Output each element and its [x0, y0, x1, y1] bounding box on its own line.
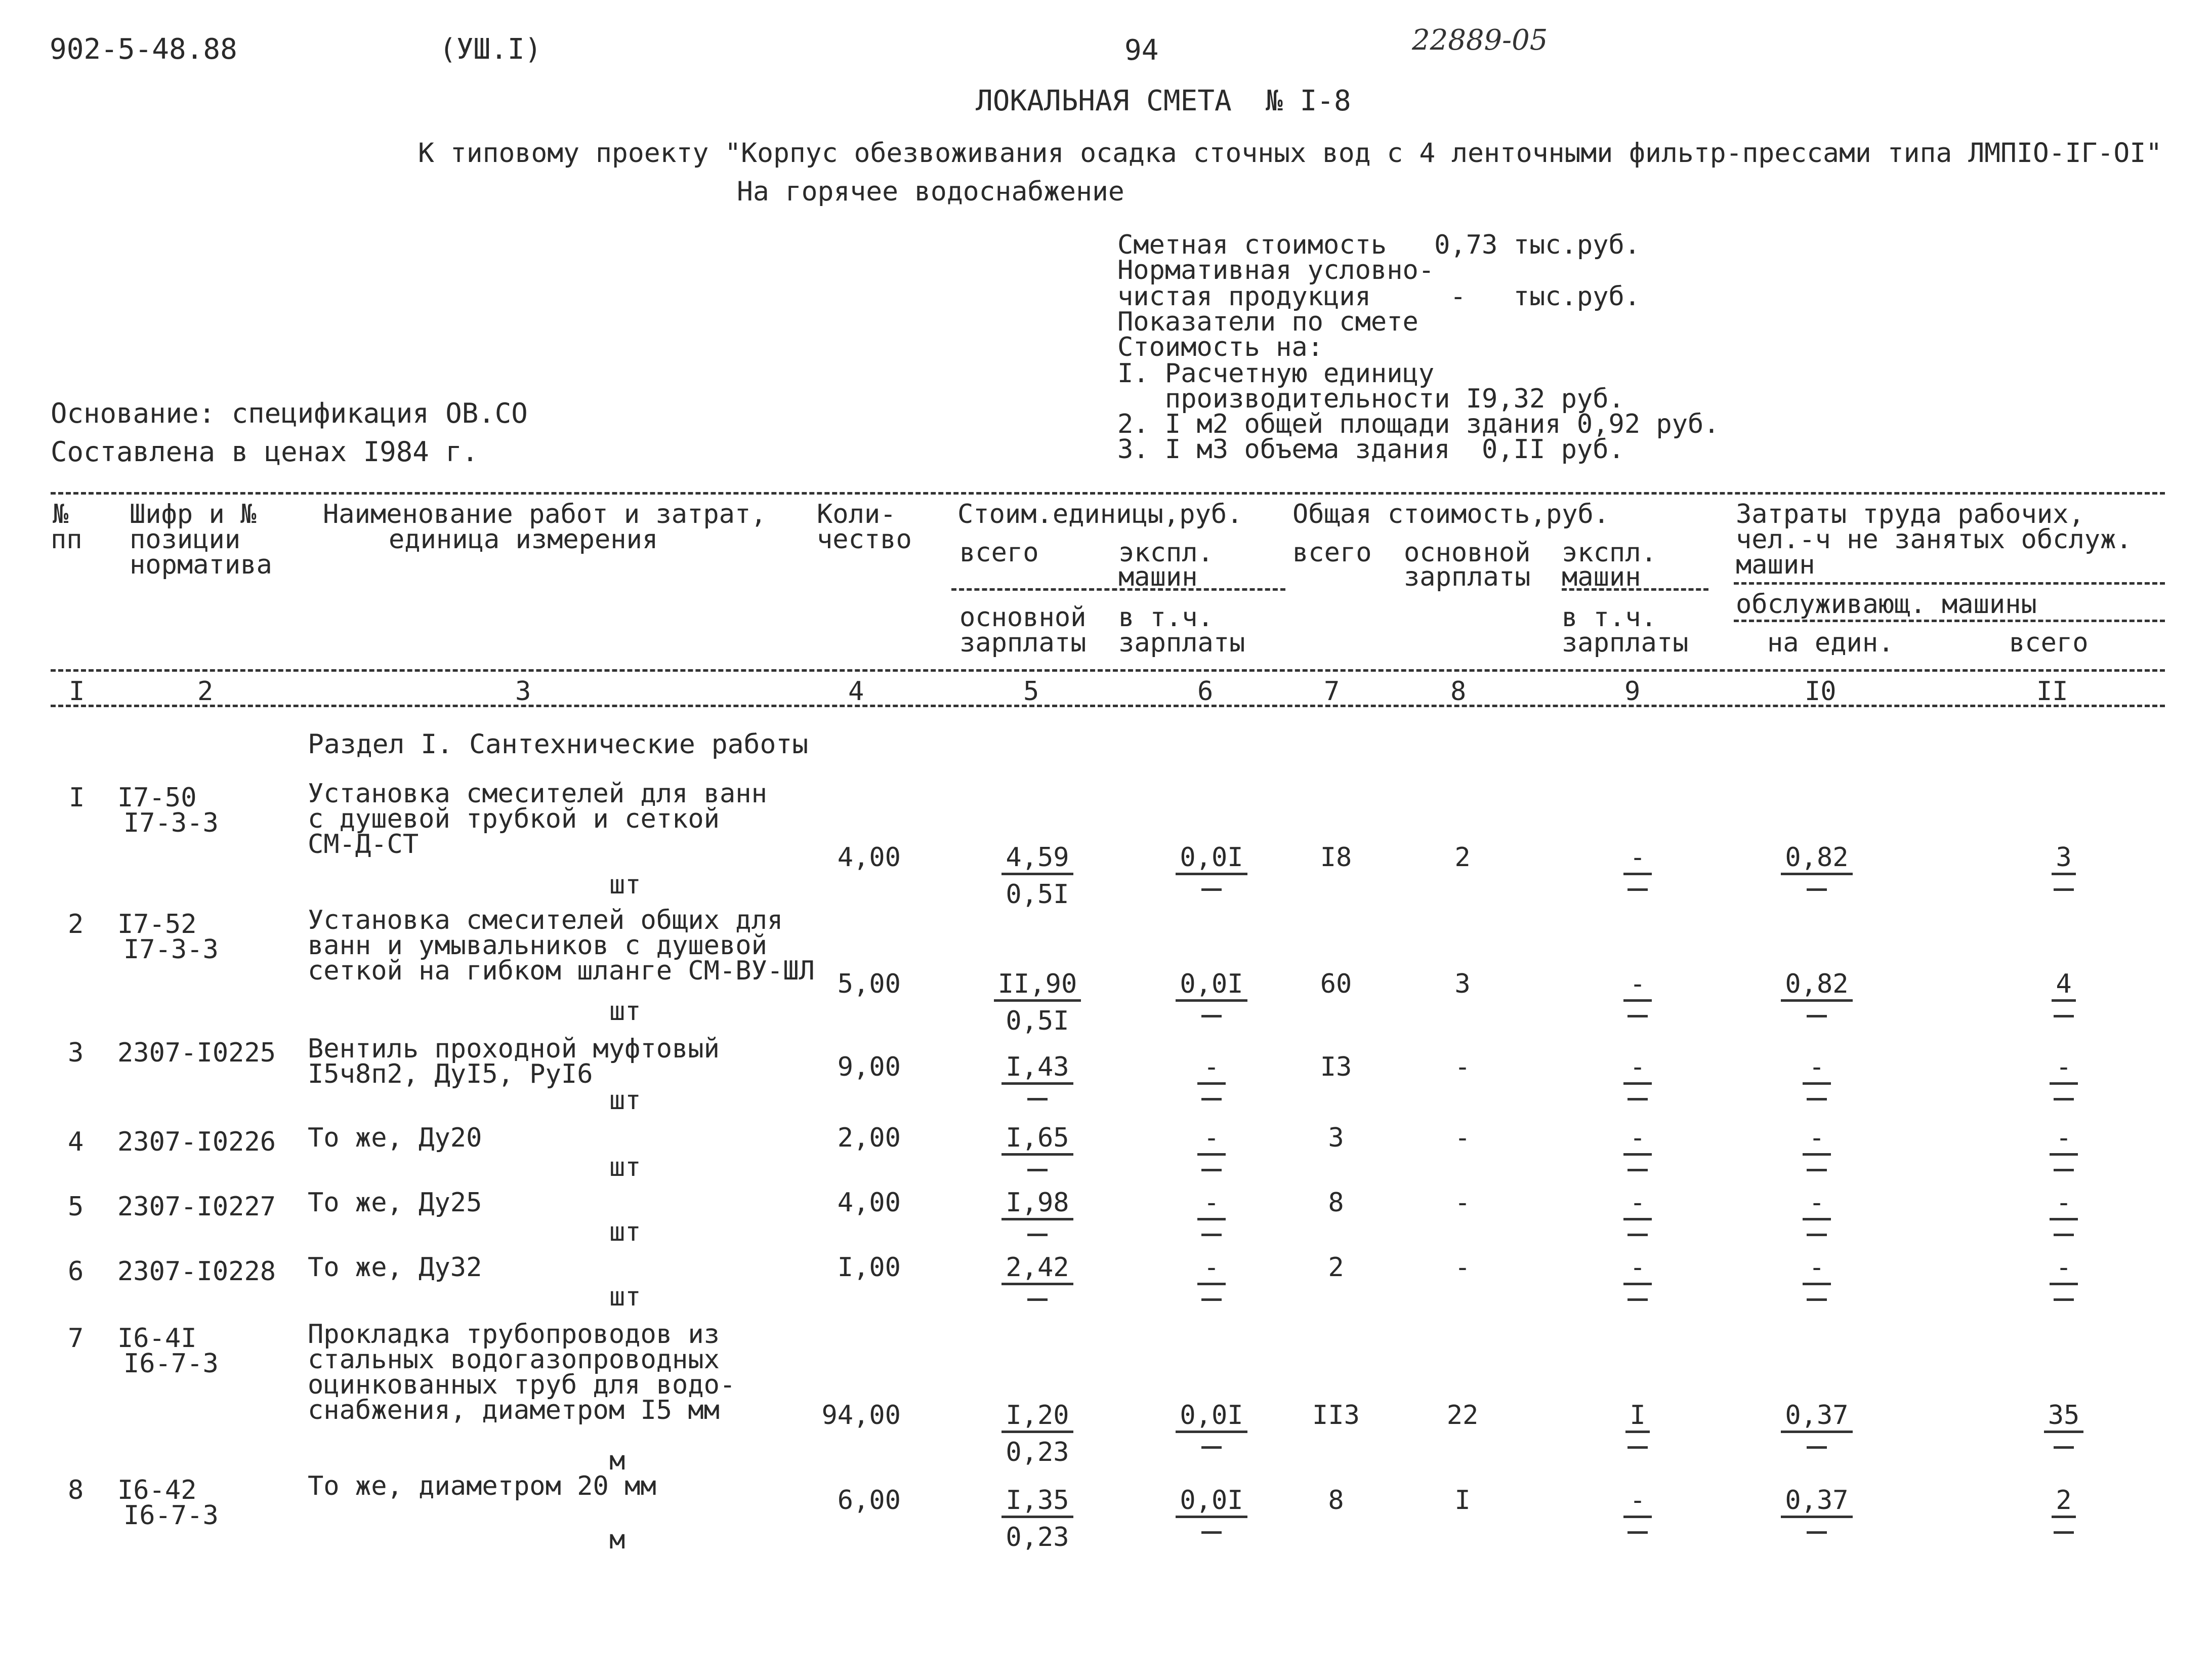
header-unit-total: всего	[959, 538, 1039, 568]
row-unit: шт	[609, 1282, 641, 1312]
row-labor-per-unit-value: 0,37	[1781, 1487, 1852, 1518]
header-number: №	[53, 499, 69, 529]
row-quantity: 6,00	[837, 1485, 901, 1516]
header-bottom-rule	[51, 669, 2165, 672]
row-labor-total-value: 35	[2044, 1402, 2084, 1433]
row-labor-total-value: -	[2050, 1054, 2078, 1085]
header-unit-cost: Стоим.единицы,руб.	[957, 499, 1243, 529]
row-unit-total	[977, 1054, 1098, 1100]
row-labor-total	[2003, 1487, 2124, 1534]
row-total-machines-value: -	[1623, 844, 1652, 875]
header-total-base-salary-line2: зарплаты	[1404, 562, 1531, 592]
row-total-salary: 2	[1454, 842, 1471, 873]
basis-spec: Основание: спецификация ОВ.СО	[51, 397, 528, 429]
row-total-machines	[1577, 971, 1698, 1017]
row-total-salary: 22	[1446, 1400, 1479, 1431]
row-unit-machines-value: 0,0I	[1176, 844, 1247, 875]
row-labor-per-unit-empty-salary	[1807, 1015, 1827, 1017]
row-code: I7-50	[117, 783, 197, 813]
row-total-machines-value: -	[1623, 1487, 1652, 1518]
summary-line: Показатели по смете	[1117, 307, 1418, 337]
labor-rule	[1734, 582, 2165, 585]
row-total-machines-value: -	[1623, 971, 1652, 1002]
row-labor-per-unit-empty-salary	[1807, 1098, 1827, 1100]
summary-line: производительности I9,32 руб.	[1117, 384, 1624, 414]
row-total-machines	[1577, 1402, 1698, 1449]
header-total-incl-salary: в т.ч.	[1562, 602, 1657, 633]
row-total: II3	[1312, 1400, 1360, 1431]
row-labor-total-empty-salary	[2054, 888, 2074, 891]
header-labor-per-unit: на един.	[1767, 628, 1894, 658]
row-code: I6-42	[117, 1475, 197, 1505]
column-number: 6	[1197, 676, 1214, 707]
row-total-machines-value: -	[1623, 1190, 1652, 1220]
row-total-machines	[1577, 1054, 1698, 1100]
row-unit: шт	[609, 1217, 641, 1247]
row-labor-total-value: -	[2050, 1254, 2078, 1285]
row-total-machines-value: I	[1625, 1402, 1649, 1433]
row-name: стальных водогазопроводных	[308, 1344, 720, 1375]
row-unit: шт	[609, 1085, 641, 1116]
row-unit-total	[977, 1190, 1098, 1236]
header-name: Наименование работ и затрат,	[323, 499, 767, 529]
row-labor-per-unit	[1756, 1254, 1877, 1301]
row-total-machines	[1577, 1125, 1698, 1171]
row-name: То же, Ду20	[308, 1123, 482, 1153]
row-total-machines-empty-salary	[1627, 1234, 1648, 1236]
row-labor-total-value: 3	[2052, 844, 2075, 875]
row-name: СМ-Д-СТ	[308, 829, 419, 860]
row-code: 2307-I0228	[117, 1256, 276, 1287]
labor-service-rule	[1734, 620, 2165, 622]
row-unit: шт	[609, 996, 641, 1027]
row-labor-total	[2003, 1125, 2124, 1171]
row-total-machines	[1577, 1254, 1698, 1301]
row-labor-per-unit-value: 0,82	[1781, 844, 1852, 875]
row-total-salary: 3	[1454, 969, 1471, 999]
page-title: ЛОКАЛЬНАЯ СМЕТА № I-8	[976, 85, 1351, 117]
row-labor-total-empty-salary	[2054, 1015, 2074, 1017]
row-code: I6-7-3	[123, 1349, 219, 1379]
column-number: 9	[1624, 676, 1641, 707]
row-labor-per-unit-empty-salary	[1807, 1298, 1827, 1301]
row-unit-total-salary: 0,5I	[1006, 1006, 1069, 1036]
row-labor-per-unit-empty-salary	[1807, 1446, 1827, 1449]
header-unit-incl-salary-line2: зарплаты	[1118, 628, 1245, 658]
row-name: с душевой трубкой и сеткой	[308, 804, 720, 834]
summary-line: Стоимость на:	[1117, 332, 1323, 362]
row-name: То же, Ду25	[308, 1188, 482, 1218]
row-unit-total-value: I,43	[1001, 1054, 1073, 1085]
column-number: 5	[1023, 676, 1039, 707]
row-unit-total	[977, 1485, 1098, 1553]
column-number: I	[69, 676, 85, 707]
row-unit-total	[977, 1125, 1098, 1171]
basis-prices: Составлена в ценах I984 г.	[51, 436, 479, 468]
row-number: 5	[68, 1192, 84, 1222]
column-number: I0	[1805, 676, 1837, 707]
row-name: Установка смесителей для ванн	[308, 779, 767, 809]
row-unit-total-empty-salary	[1027, 1234, 1048, 1236]
row-labor-total-empty-salary	[2054, 1234, 2074, 1236]
row-unit-machines	[1151, 844, 1272, 891]
header-unit-machines-line2: машин	[1118, 562, 1198, 592]
header-quantity: Коли-	[817, 499, 896, 529]
row-name: Прокладка трубопроводов из	[308, 1319, 720, 1350]
album-number: (УШ.I)	[439, 33, 542, 66]
row-quantity: 4,00	[837, 1188, 901, 1218]
header-total-all: всего	[1292, 538, 1372, 568]
row-number: 2	[68, 909, 84, 940]
column-number: 8	[1450, 676, 1467, 707]
row-labor-total	[2003, 1254, 2124, 1301]
row-unit-machines-value: -	[1197, 1054, 1226, 1085]
row-code: I7-3-3	[123, 808, 219, 838]
header-labor-service: обслуживающ. машины	[1736, 589, 2037, 620]
row-number: 3	[68, 1038, 84, 1068]
row-unit-machines-empty-salary	[1201, 1098, 1222, 1100]
header-total-machines-line2: машин	[1562, 562, 1641, 592]
row-total-machines	[1577, 1190, 1698, 1236]
row-name: оцинкованных труб для водо-	[308, 1370, 736, 1400]
row-number: 4	[68, 1127, 84, 1157]
row-total-machines-empty-salary	[1627, 888, 1648, 891]
row-unit-machines-empty-salary	[1201, 1446, 1222, 1449]
row-labor-total	[2003, 844, 2124, 891]
row-unit-total-value: 2,42	[1001, 1254, 1073, 1285]
row-total-machines-empty-salary	[1627, 1298, 1648, 1301]
page-number: 94	[1124, 34, 1159, 67]
row-name: Установка смесителей общих для	[308, 905, 783, 935]
row-unit-machines-value: -	[1197, 1190, 1226, 1220]
row-labor-per-unit-value: -	[1803, 1190, 1831, 1220]
row-labor-total-value: -	[2050, 1190, 2078, 1220]
row-labor-per-unit	[1756, 1402, 1877, 1449]
row-labor-per-unit	[1756, 1125, 1877, 1171]
row-unit-total-empty-salary	[1027, 1098, 1048, 1100]
row-name: I5ч8п2, ДуI5, РуI6	[308, 1059, 593, 1089]
row-labor-per-unit-value: -	[1803, 1125, 1831, 1156]
column-number: 7	[1324, 676, 1340, 707]
row-code: I7-52	[117, 909, 197, 940]
row-unit-total	[977, 844, 1098, 908]
header-number-line2: пп	[51, 524, 82, 555]
row-labor-total-value: 2	[2052, 1487, 2075, 1518]
row-code: I6-7-3	[123, 1500, 219, 1531]
row-labor-per-unit-empty-salary	[1807, 1531, 1827, 1534]
row-number: 8	[68, 1475, 84, 1505]
row-unit-machines-value: 0,0I	[1176, 1487, 1247, 1518]
row-number: 7	[68, 1323, 84, 1354]
section-title: Раздел I. Сантехнические работы	[308, 729, 809, 760]
row-total-salary: I	[1454, 1485, 1471, 1516]
row-total: I3	[1320, 1052, 1352, 1082]
row-unit-total	[977, 971, 1098, 1034]
row-unit-total	[977, 1254, 1098, 1301]
row-labor-per-unit-empty-salary	[1807, 1234, 1827, 1236]
row-unit-machines-empty-salary	[1201, 1015, 1222, 1017]
row-unit-machines-value: 0,0I	[1176, 1402, 1247, 1433]
row-code: 2307-I0226	[117, 1127, 276, 1157]
row-code: I6-4I	[117, 1323, 197, 1354]
row-total-salary: -	[1454, 1123, 1471, 1153]
row-labor-total-value: -	[2050, 1125, 2078, 1156]
summary-line: Нормативная условно-	[1117, 255, 1435, 285]
row-name: То же, диаметром 20 мм	[308, 1471, 656, 1501]
row-total-salary: -	[1454, 1188, 1471, 1218]
row-number: 6	[68, 1256, 84, 1287]
row-quantity: 5,00	[837, 969, 901, 999]
row-labor-per-unit-value: 0,82	[1781, 971, 1852, 1002]
row-total: I8	[1320, 842, 1352, 873]
row-labor-per-unit	[1756, 1190, 1877, 1236]
row-quantity: 4,00	[837, 842, 901, 873]
header-name-line2: единица измерения	[389, 524, 658, 555]
row-unit-total-value: I,20	[1001, 1402, 1073, 1433]
row-total: 3	[1328, 1123, 1344, 1153]
row-unit: шт	[609, 1152, 641, 1182]
row-unit-machines-value: -	[1197, 1254, 1226, 1285]
header-unit-base-salary-line2: зарплаты	[959, 628, 1087, 658]
row-unit-machines-empty-salary	[1201, 1531, 1222, 1534]
column-number: 2	[197, 676, 214, 707]
row-quantity: 94,00	[821, 1400, 901, 1431]
row-unit-machines-empty-salary	[1201, 1169, 1222, 1171]
row-labor-per-unit-value: -	[1803, 1054, 1831, 1085]
row-unit-machines	[1151, 1125, 1272, 1171]
row-unit: м	[609, 1525, 625, 1555]
row-total-machines-empty-salary	[1627, 1098, 1648, 1100]
row-total-salary: -	[1454, 1252, 1471, 1283]
row-unit-machines-value: 0,0I	[1176, 971, 1247, 1002]
row-total-machines-empty-salary	[1627, 1446, 1648, 1449]
header-total-base-salary: основной	[1404, 538, 1531, 568]
row-labor-per-unit-value: 0,37	[1781, 1402, 1852, 1433]
row-labor-per-unit-value: -	[1803, 1254, 1831, 1285]
row-labor-total-empty-salary	[2054, 1098, 2074, 1100]
row-unit-total-value: II,90	[994, 971, 1081, 1002]
header-total-cost: Общая стоимость,руб.	[1292, 499, 1610, 529]
row-labor-per-unit	[1756, 844, 1877, 891]
table-top-rule	[51, 492, 2165, 495]
summary-line: I. Расчетную единицу	[1117, 358, 1435, 389]
summary-line: чистая продукция - тыс.руб.	[1117, 281, 1641, 312]
header-labor-line3: машин	[1736, 550, 1815, 580]
row-name: сеткой на гибком шланге СМ-ВУ-ШЛ	[308, 956, 815, 986]
row-code: I7-3-3	[123, 934, 219, 965]
row-unit-total-salary: 0,5I	[1006, 879, 1069, 910]
row-labor-total	[2003, 1054, 2124, 1100]
row-unit-machines-empty-salary	[1201, 888, 1222, 891]
header-quantity-line2: чество	[817, 524, 912, 555]
row-total: 60	[1320, 969, 1352, 999]
row-total-machines-empty-salary	[1627, 1015, 1648, 1017]
header-unit-base-salary: основной	[959, 602, 1087, 633]
row-total-machines-value: -	[1623, 1254, 1652, 1285]
row-quantity: I,00	[837, 1252, 901, 1283]
row-total: 8	[1328, 1188, 1344, 1218]
column-number: II	[2036, 676, 2068, 707]
row-unit-machines-value: -	[1197, 1125, 1226, 1156]
row-total-machines-value: -	[1623, 1125, 1652, 1156]
row-unit-total-empty-salary	[1027, 1169, 1048, 1171]
row-unit-machines	[1151, 1254, 1272, 1301]
row-quantity: 9,00	[837, 1052, 901, 1082]
row-name: ванн и умывальников с душевой	[308, 930, 767, 961]
summary-line: 2. I м2 общей площади здания 0,92 руб.	[1117, 409, 1720, 439]
row-total-machines	[1577, 1487, 1698, 1534]
row-code: 2307-I0225	[117, 1038, 276, 1068]
project-purpose: На горячее водоснабжение	[737, 176, 1124, 207]
row-labor-per-unit	[1756, 971, 1877, 1017]
column-numbers-rule	[51, 705, 2165, 707]
row-total: 8	[1328, 1485, 1344, 1516]
row-total-machines-empty-salary	[1627, 1169, 1648, 1171]
row-unit-machines	[1151, 1190, 1272, 1236]
header-labor: Затраты труда рабочих,	[1736, 499, 2084, 529]
row-unit-total-salary: 0,23	[1006, 1437, 1069, 1467]
header-labor-line2: чел.-ч не занятых обслуж.	[1736, 524, 2132, 555]
row-unit-total-salary: 0,23	[1006, 1522, 1069, 1553]
header-unit-incl-salary: в т.ч.	[1118, 602, 1214, 633]
row-unit-total-value: I,35	[1001, 1487, 1073, 1518]
row-unit-total-value: 4,59	[1001, 844, 1073, 875]
summary-line: Сметная стоимость 0,73 тыс.руб.	[1117, 230, 1641, 260]
column-number: 3	[515, 676, 531, 707]
row-unit-machines	[1151, 1487, 1272, 1534]
header-unit-machines: экспл.	[1118, 538, 1214, 568]
row-code: 2307-I0227	[117, 1192, 276, 1222]
header-labor-total: всего	[2009, 628, 2089, 658]
column-number: 4	[848, 676, 864, 707]
row-unit: шт	[609, 870, 641, 900]
row-total-salary: -	[1454, 1052, 1471, 1082]
document-code: 902-5-48.88	[50, 33, 237, 66]
row-unit-machines	[1151, 971, 1272, 1017]
row-labor-per-unit-empty-salary	[1807, 1169, 1827, 1171]
row-unit: м	[609, 1446, 625, 1476]
header-total-machines: экспл.	[1562, 538, 1657, 568]
project-subtitle: К типовому проекту "Корпус обезвоживания осадка сточных вод с 4 ленточными фильтр-прессами типа ЛМПIО-IГ-ОI"	[418, 138, 2162, 169]
row-number: I	[69, 783, 85, 813]
row-name: снабжения, диаметром I5 мм	[308, 1395, 720, 1425]
header-code-line3: норматива	[130, 550, 272, 580]
header-code-line2: позиции	[130, 524, 241, 555]
row-labor-total	[2003, 971, 2124, 1017]
row-unit-machines-empty-salary	[1201, 1298, 1222, 1301]
row-unit-machines-empty-salary	[1201, 1234, 1222, 1236]
row-unit-machines	[1151, 1402, 1272, 1449]
row-labor-total-empty-salary	[2054, 1298, 2074, 1301]
row-name: Вентиль проходной муфтовый	[308, 1034, 720, 1064]
row-total-machines-empty-salary	[1627, 1531, 1648, 1534]
header-total-incl-salary-line2: зарплаты	[1562, 628, 1689, 658]
row-total-machines-value: -	[1623, 1054, 1652, 1085]
row-unit-machines	[1151, 1054, 1272, 1100]
row-unit-total-value: I,65	[1001, 1125, 1073, 1156]
row-quantity: 2,00	[837, 1123, 901, 1153]
row-labor-per-unit	[1756, 1487, 1877, 1534]
row-labor-per-unit-empty-salary	[1807, 888, 1827, 891]
row-name: То же, Ду32	[308, 1252, 482, 1283]
row-total: 2	[1328, 1252, 1344, 1283]
row-unit-total-empty-salary	[1027, 1298, 1048, 1301]
row-labor-total-empty-salary	[2054, 1531, 2074, 1534]
header-code: Шифр и №	[130, 499, 257, 529]
row-total-machines	[1577, 844, 1698, 891]
row-labor-total	[2003, 1190, 2124, 1236]
row-labor-total-empty-salary	[2054, 1446, 2074, 1449]
row-labor-total-empty-salary	[2054, 1169, 2074, 1171]
row-labor-per-unit	[1756, 1054, 1877, 1100]
row-labor-total-value: 4	[2052, 971, 2075, 1002]
handwritten-number: 22889-05	[1412, 24, 1548, 57]
row-unit-total	[977, 1402, 1098, 1465]
row-labor-total	[2003, 1402, 2124, 1449]
summary-line: 3. I м3 объема здания 0,II руб.	[1117, 434, 1624, 465]
row-unit-total-value: I,98	[1001, 1190, 1073, 1220]
